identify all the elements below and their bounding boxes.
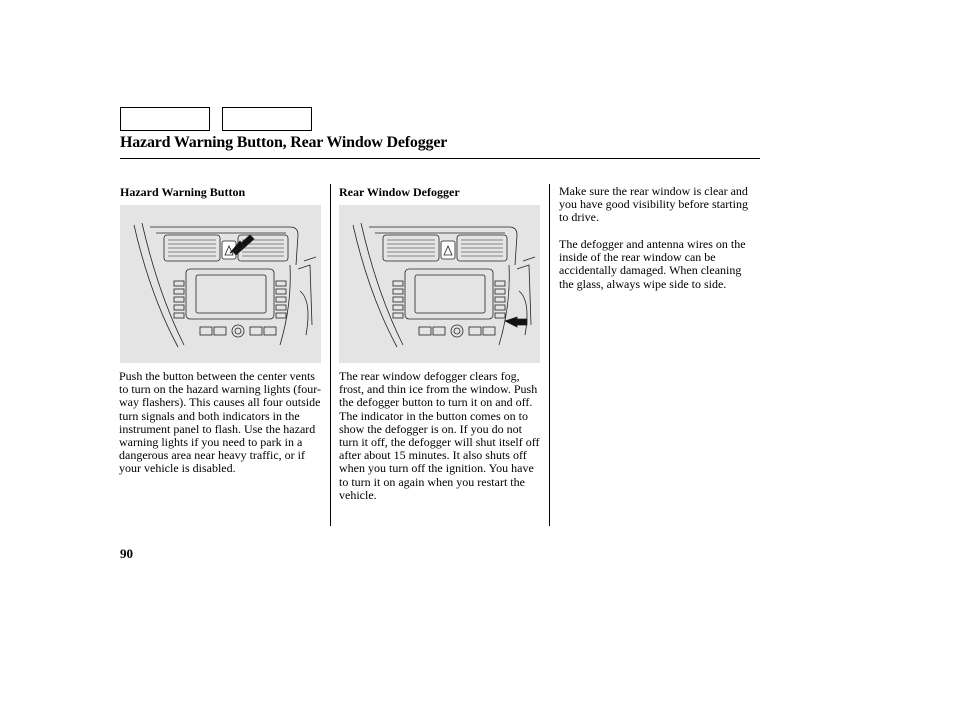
visibility-note-text: Make sure the rear window is clear and you have good visibility before starting to drive. bbox=[559, 184, 748, 225]
dashboard-defogger-button-illustration bbox=[339, 205, 540, 363]
nav-tab-box[interactable] bbox=[120, 107, 210, 131]
column-divider bbox=[330, 184, 331, 526]
section-heading-hazard: Hazard Warning Button bbox=[120, 185, 246, 199]
section-heading-defogger: Rear Window Defogger bbox=[339, 185, 460, 199]
page-title: Hazard Warning Button, Rear Window Defogger bbox=[120, 134, 448, 151]
nav-tab-box[interactable] bbox=[222, 107, 312, 131]
column-divider bbox=[549, 184, 550, 526]
hazard-body-text: Push the button between the center vents to turn on the hazard warning lights (four-way flashers). This causes all four outside turn signals and both indicators in the instrument panel to flash. Use the hazard warning lights if you need to park in a dangerous area near heavy traffic, or if your vehicle is disabled. bbox=[119, 369, 322, 476]
wires-note-text: The defogger and antenna wires on the inside of the rear window can be accidentally damaged. When cleaning the glass, always wipe side to side. bbox=[559, 237, 746, 291]
page-number: 90 bbox=[120, 546, 133, 561]
title-divider bbox=[120, 158, 760, 159]
dashboard-hazard-button-illustration bbox=[120, 205, 321, 363]
defogger-body-text: The rear window defogger clears fog, frost, and thin ice from the window. Push the defogger button to turn it on and off. The indicator in the button comes on to show the defogger is on. If you do not turn it off, the defogger will shut itself off after about 15 minutes. It also shuts off when you turn off the ignition. You have to turn it on again when you restart the vehicle. bbox=[339, 369, 540, 502]
